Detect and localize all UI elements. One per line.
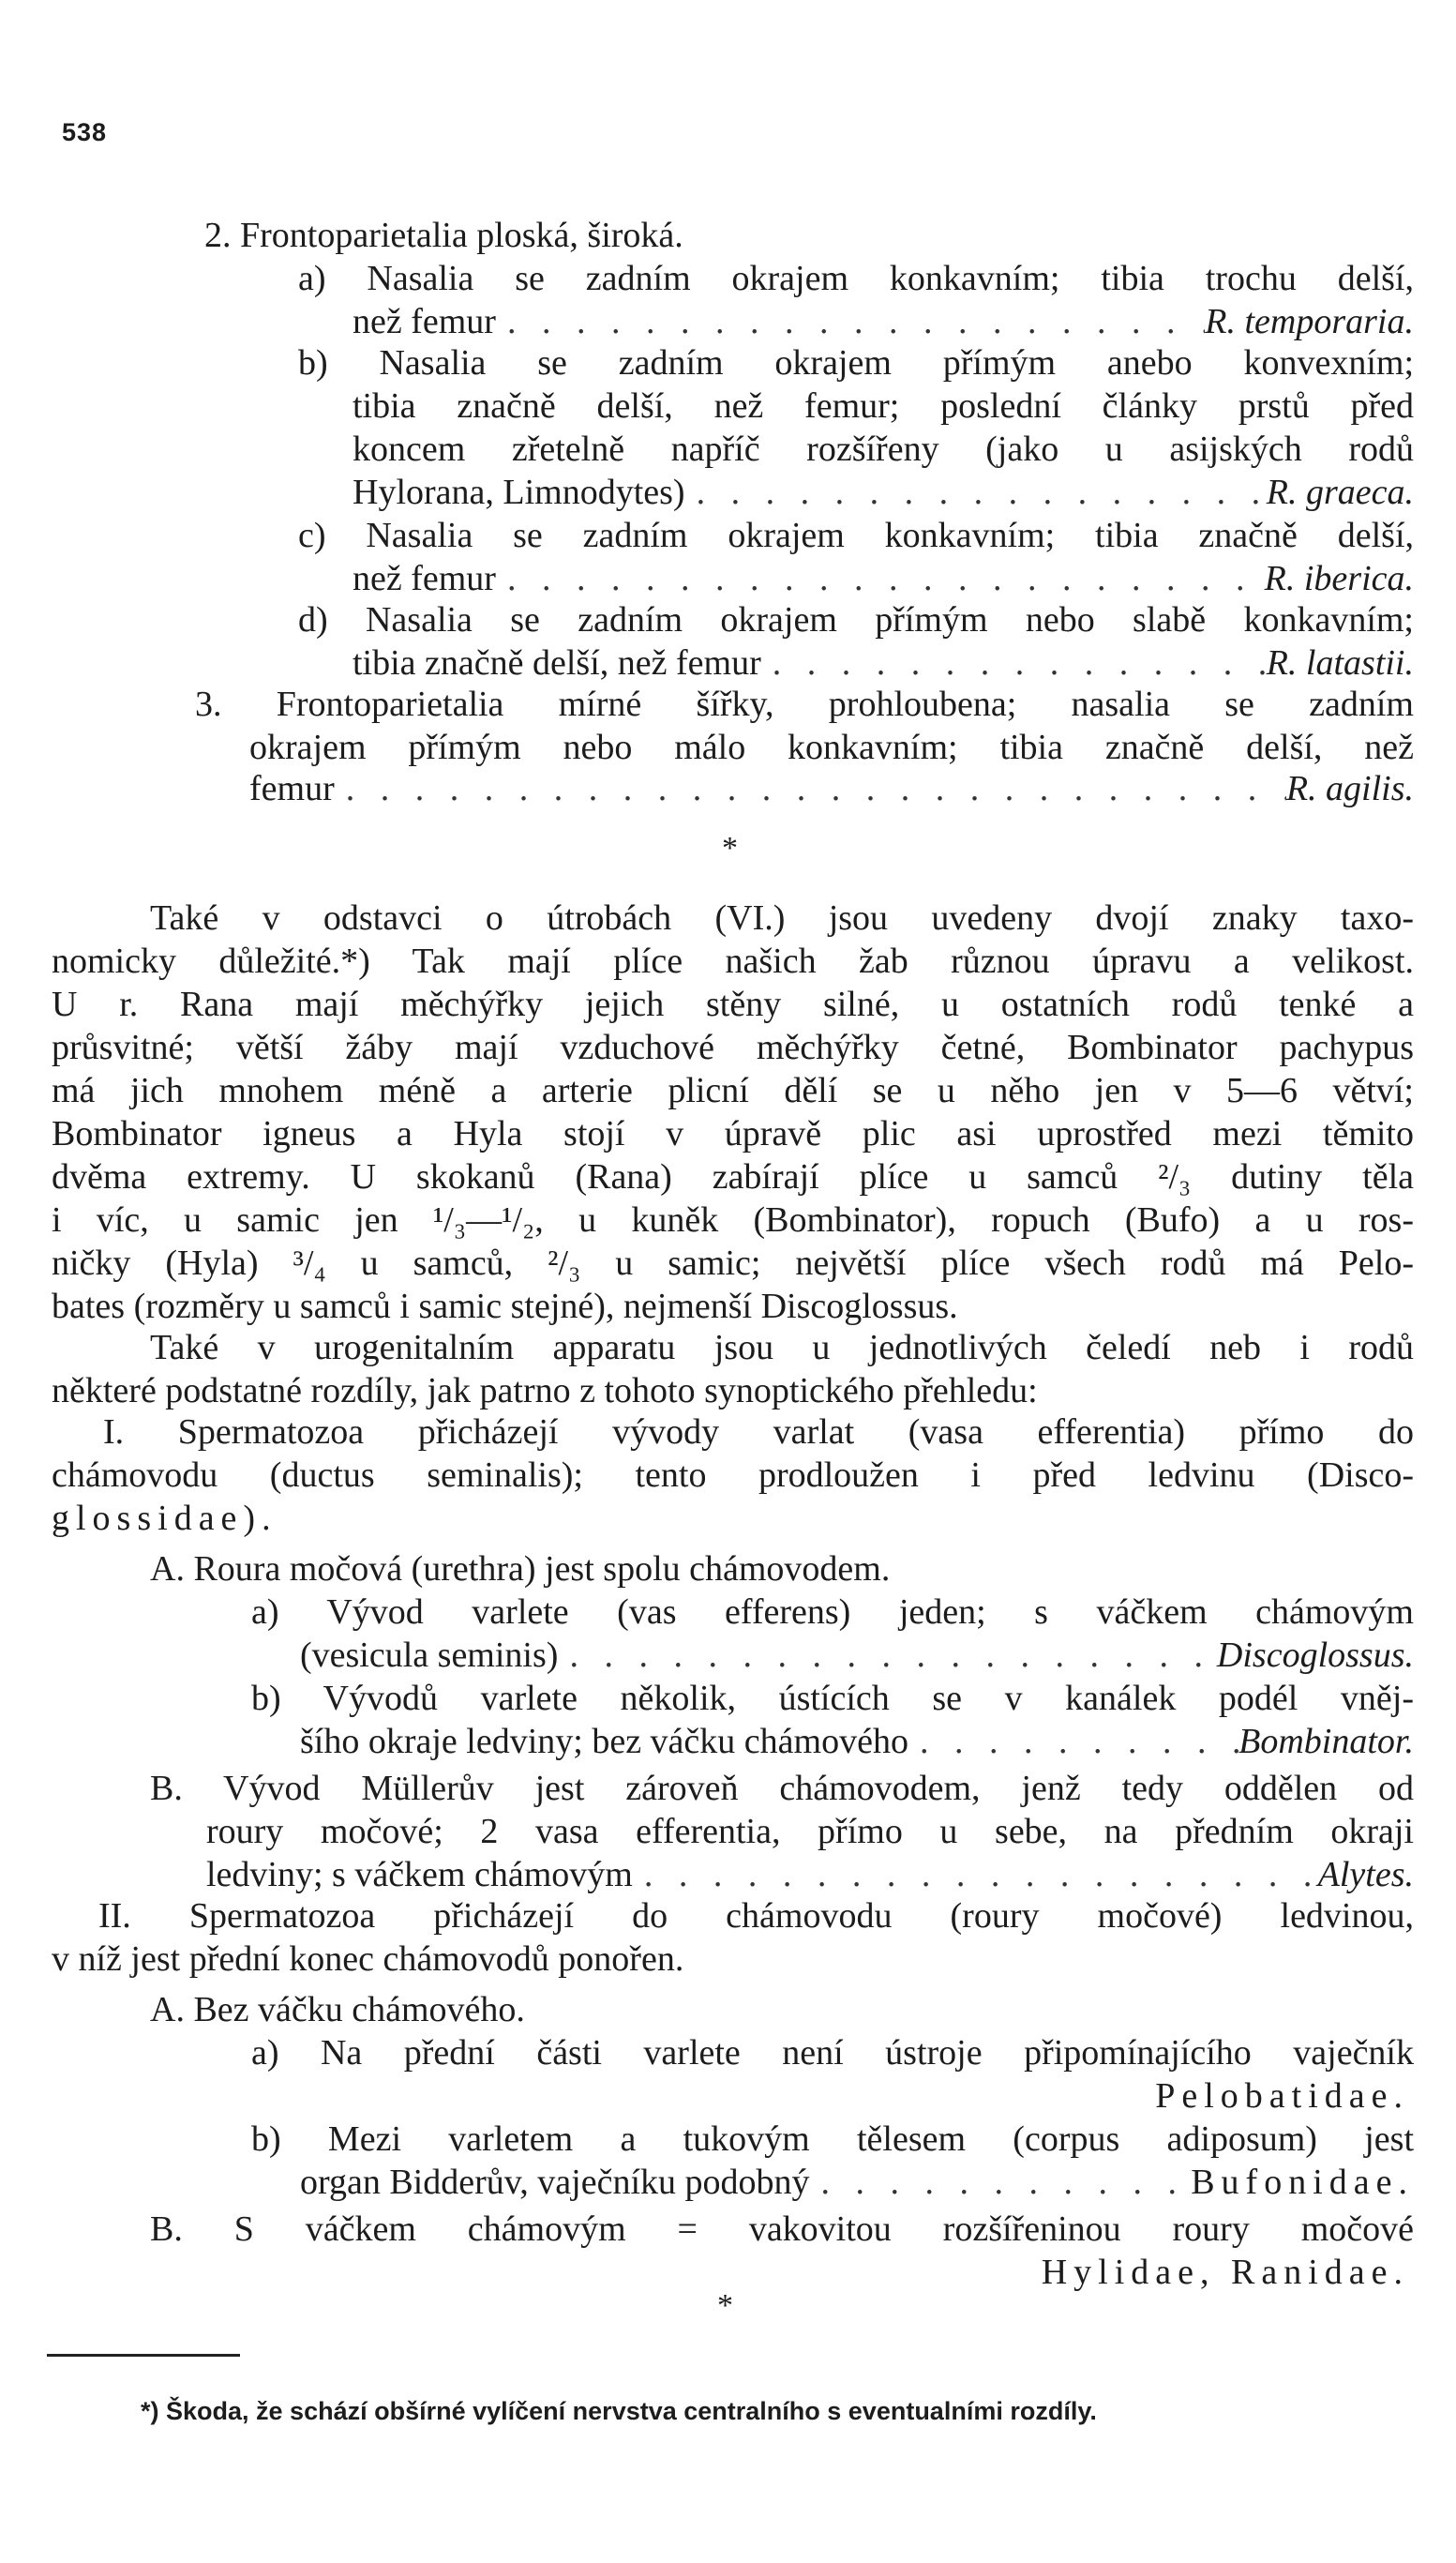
- family-pelobatidae: Pelobatidae.: [1155, 2076, 1409, 2116]
- key2-I-B-line1: B. Vývod Müllerův jest zároveň chámovodem, jenž tedy oddělen od: [150, 1769, 1414, 1808]
- footnote-rule: [47, 2354, 240, 2357]
- key2-II-A-b-line1: b) Mezi varletem a tukovým tělesem (corpus adiposum) jest: [251, 2119, 1414, 2159]
- footnote: *) Škoda, že schází obšírné vylíčení nervstva centralního s eventualními rozdíly.: [141, 2397, 1097, 2425]
- key-item-2a-line1: a) Nasalia se zadním okrajem konkavním; tibia trochu delší,: [298, 259, 1414, 298]
- paragraph-lungs-line1: Také v odstavci o útrobách (VI.) jsou uvedeny dvojí znaky taxo-: [150, 898, 1414, 938]
- key-item-2c-line2: [353, 557, 1414, 600]
- key-item-2: 2. Frontoparietalia ploská, široká.: [204, 216, 683, 255]
- section-separator-star: *: [722, 831, 738, 866]
- key-item-2c-text: než femur: [353, 559, 496, 598]
- key-item-2b-line3: koncem zřetelně napříč rozšířeny (jako u asijských rodů: [353, 430, 1414, 469]
- key-item-3-line3: [249, 767, 1414, 810]
- section-separator-star-2: *: [717, 2288, 733, 2323]
- key-item-3-line2: okrajem přímým nebo málo konkavním; tibia značně delší, než: [249, 728, 1414, 767]
- key2-II-B-line1: B. S váčkem chámovým = vakovitou rozšířeninou roury močové: [150, 2209, 1414, 2249]
- key-item-2d-text: tibia značně delší, než femur: [353, 643, 761, 683]
- paragraph-lungs-line6: Bombinator igneus a Hyla stojí v úpravě plic asi uprostřed mezi těmito: [52, 1114, 1414, 1153]
- paragraph-lungs-line4: průsvitné; větší žáby mají vzduchové měchýřky četné, Bombinator pachypus: [52, 1028, 1414, 1067]
- family-hylidae-ranidae: Hylidae, Ranidae.: [1041, 2253, 1409, 2292]
- key2-I-A: A. Roura močová (urethra) jest spolu chámovodem.: [150, 1549, 891, 1589]
- key2-group-I-line3: glossidae).: [52, 1499, 278, 1538]
- paragraph-lungs-line3: U r. Rana mají měchýřky jejich stěny silné, u ostatních rodů tenké a: [52, 985, 1414, 1024]
- key2-I-A-b-line2: [300, 1720, 1414, 1763]
- page-number: 538: [62, 118, 108, 146]
- key2-I-A-b-line1: b) Vývodů varlete několik, ústících se v kanálek podél vněj-: [251, 1679, 1414, 1718]
- key-item-3-text: femur: [249, 769, 335, 808]
- species-r-temporaria: R. temporaria.: [1205, 302, 1414, 341]
- key2-II-A-b-line2: [300, 2161, 1414, 2204]
- key-item-2b-line2: tibia značně delší, než femur; poslední články prstů před: [353, 386, 1414, 426]
- key2-I-B-text: ledviny; s váčkem chámovým: [206, 1855, 633, 1894]
- key-item-2b-line1: b) Nasalia se zadním okrajem přímým anebo konvexním;: [298, 343, 1414, 383]
- paragraph-lungs-line5: má jich mnohem méně a arterie plicní dělí se u něho jen v 5—6 větví;: [52, 1071, 1414, 1110]
- genus-discoglossus: Discoglossus.: [1216, 1636, 1414, 1675]
- paragraph-lungs-line8: i víc, u samic jen ¹/₃—¹/₂, u kuněk (Bombinator), ropuch (Bufo) a u ros-: [52, 1200, 1414, 1240]
- key2-II-A-b-text: organ Bidderův, vaječníku podobný: [300, 2163, 810, 2202]
- paragraph-urogenital-line1: Také v urogenitalním apparatu jsou u jednotlivých čeledí neb i rodů: [150, 1328, 1414, 1367]
- key2-I-A-a-line1: a) Vývod varlete (vas efferens) jeden; s váčkem chámovým: [251, 1592, 1414, 1632]
- key-item-3-line1: 3. Frontoparietalia mírné šířky, prohloubena; nasalia se zadním: [195, 685, 1414, 724]
- paragraph-lungs-line2: nomicky důležité.*) Tak mají plíce našich žab různou úpravu a velikost.: [52, 942, 1414, 981]
- key-item-2d-line2: [353, 641, 1414, 685]
- species-r-iberica: R. iberica.: [1264, 559, 1414, 598]
- key2-I-B-line3: [206, 1853, 1414, 1896]
- key-item-2b-text: Hylorana, Limnodytes): [353, 473, 685, 512]
- paragraph-lungs-line7: dvěma extremy. U skokanů (Rana) zabírají plíce u samců ²/₃ dutiny těla: [52, 1157, 1414, 1197]
- key2-group-I-line1: I. Spermatozoa přicházejí vývody varlat (vasa efferentia) přímo do: [103, 1412, 1414, 1452]
- genus-bombinator: Bombinator.: [1238, 1722, 1414, 1761]
- key2-group-II-line1: II. Spermatozoa přicházejí do chámovodu (roury močové) ledvinou,: [98, 1896, 1414, 1936]
- key-item-2a-line2: [353, 300, 1414, 343]
- key-item-2c-line1: c) Nasalia se zadním okrajem konkavním; tibia značně delší,: [298, 516, 1414, 555]
- key-item-2b-line4: [353, 471, 1414, 514]
- key2-group-I-line2: chámovodu (ductus seminalis); tento prodloužen i před ledvinu (Disco-: [52, 1455, 1414, 1495]
- key-item-2a-text: než femur: [353, 302, 496, 341]
- species-r-graeca: R. graeca.: [1266, 473, 1414, 512]
- family-bufonidae: Bufonidae.: [1191, 2163, 1414, 2202]
- key2-I-A-a-line2: [300, 1634, 1414, 1677]
- key-item-2d-line1: d) Nasalia se zadním okrajem přímým nebo slabě konkavním;: [298, 600, 1414, 640]
- key2-II-A-a-line1: a) Na přední části varlete není ústroje připomínajícího vaječník: [251, 2033, 1414, 2073]
- key2-I-B-line2: roury močové; 2 vasa efferentia, přímo u sebe, na předním okraji: [206, 1812, 1414, 1851]
- key2-I-A-b-text: šího okraje ledviny; bez váčku chámového: [300, 1722, 908, 1761]
- paragraph-lungs-line9: ničky (Hyla) ³/₄ u samců, ²/₃ u samic; největší plíce všech rodů má Pelo-: [52, 1244, 1414, 1283]
- key2-I-A-a-text: (vesicula seminis): [300, 1636, 559, 1675]
- key2-group-II-line2: v níž jest přední konec chámovodů ponořen.: [52, 1939, 684, 1979]
- paragraph-lungs-line10: bates (rozměry u samců i samic stejné), nejmenší Discoglossus.: [52, 1287, 958, 1326]
- paragraph-urogenital-line2: některé podstatné rozdíly, jak patrno z tohoto synoptického přehledu:: [52, 1371, 1038, 1410]
- key2-II-A: A. Bez váčku chámového.: [150, 1990, 525, 2029]
- genus-alytes: Alytes.: [1317, 1855, 1414, 1894]
- species-r-agilis: R. agilis.: [1285, 769, 1414, 808]
- species-r-latastii: R. latastii.: [1266, 643, 1414, 683]
